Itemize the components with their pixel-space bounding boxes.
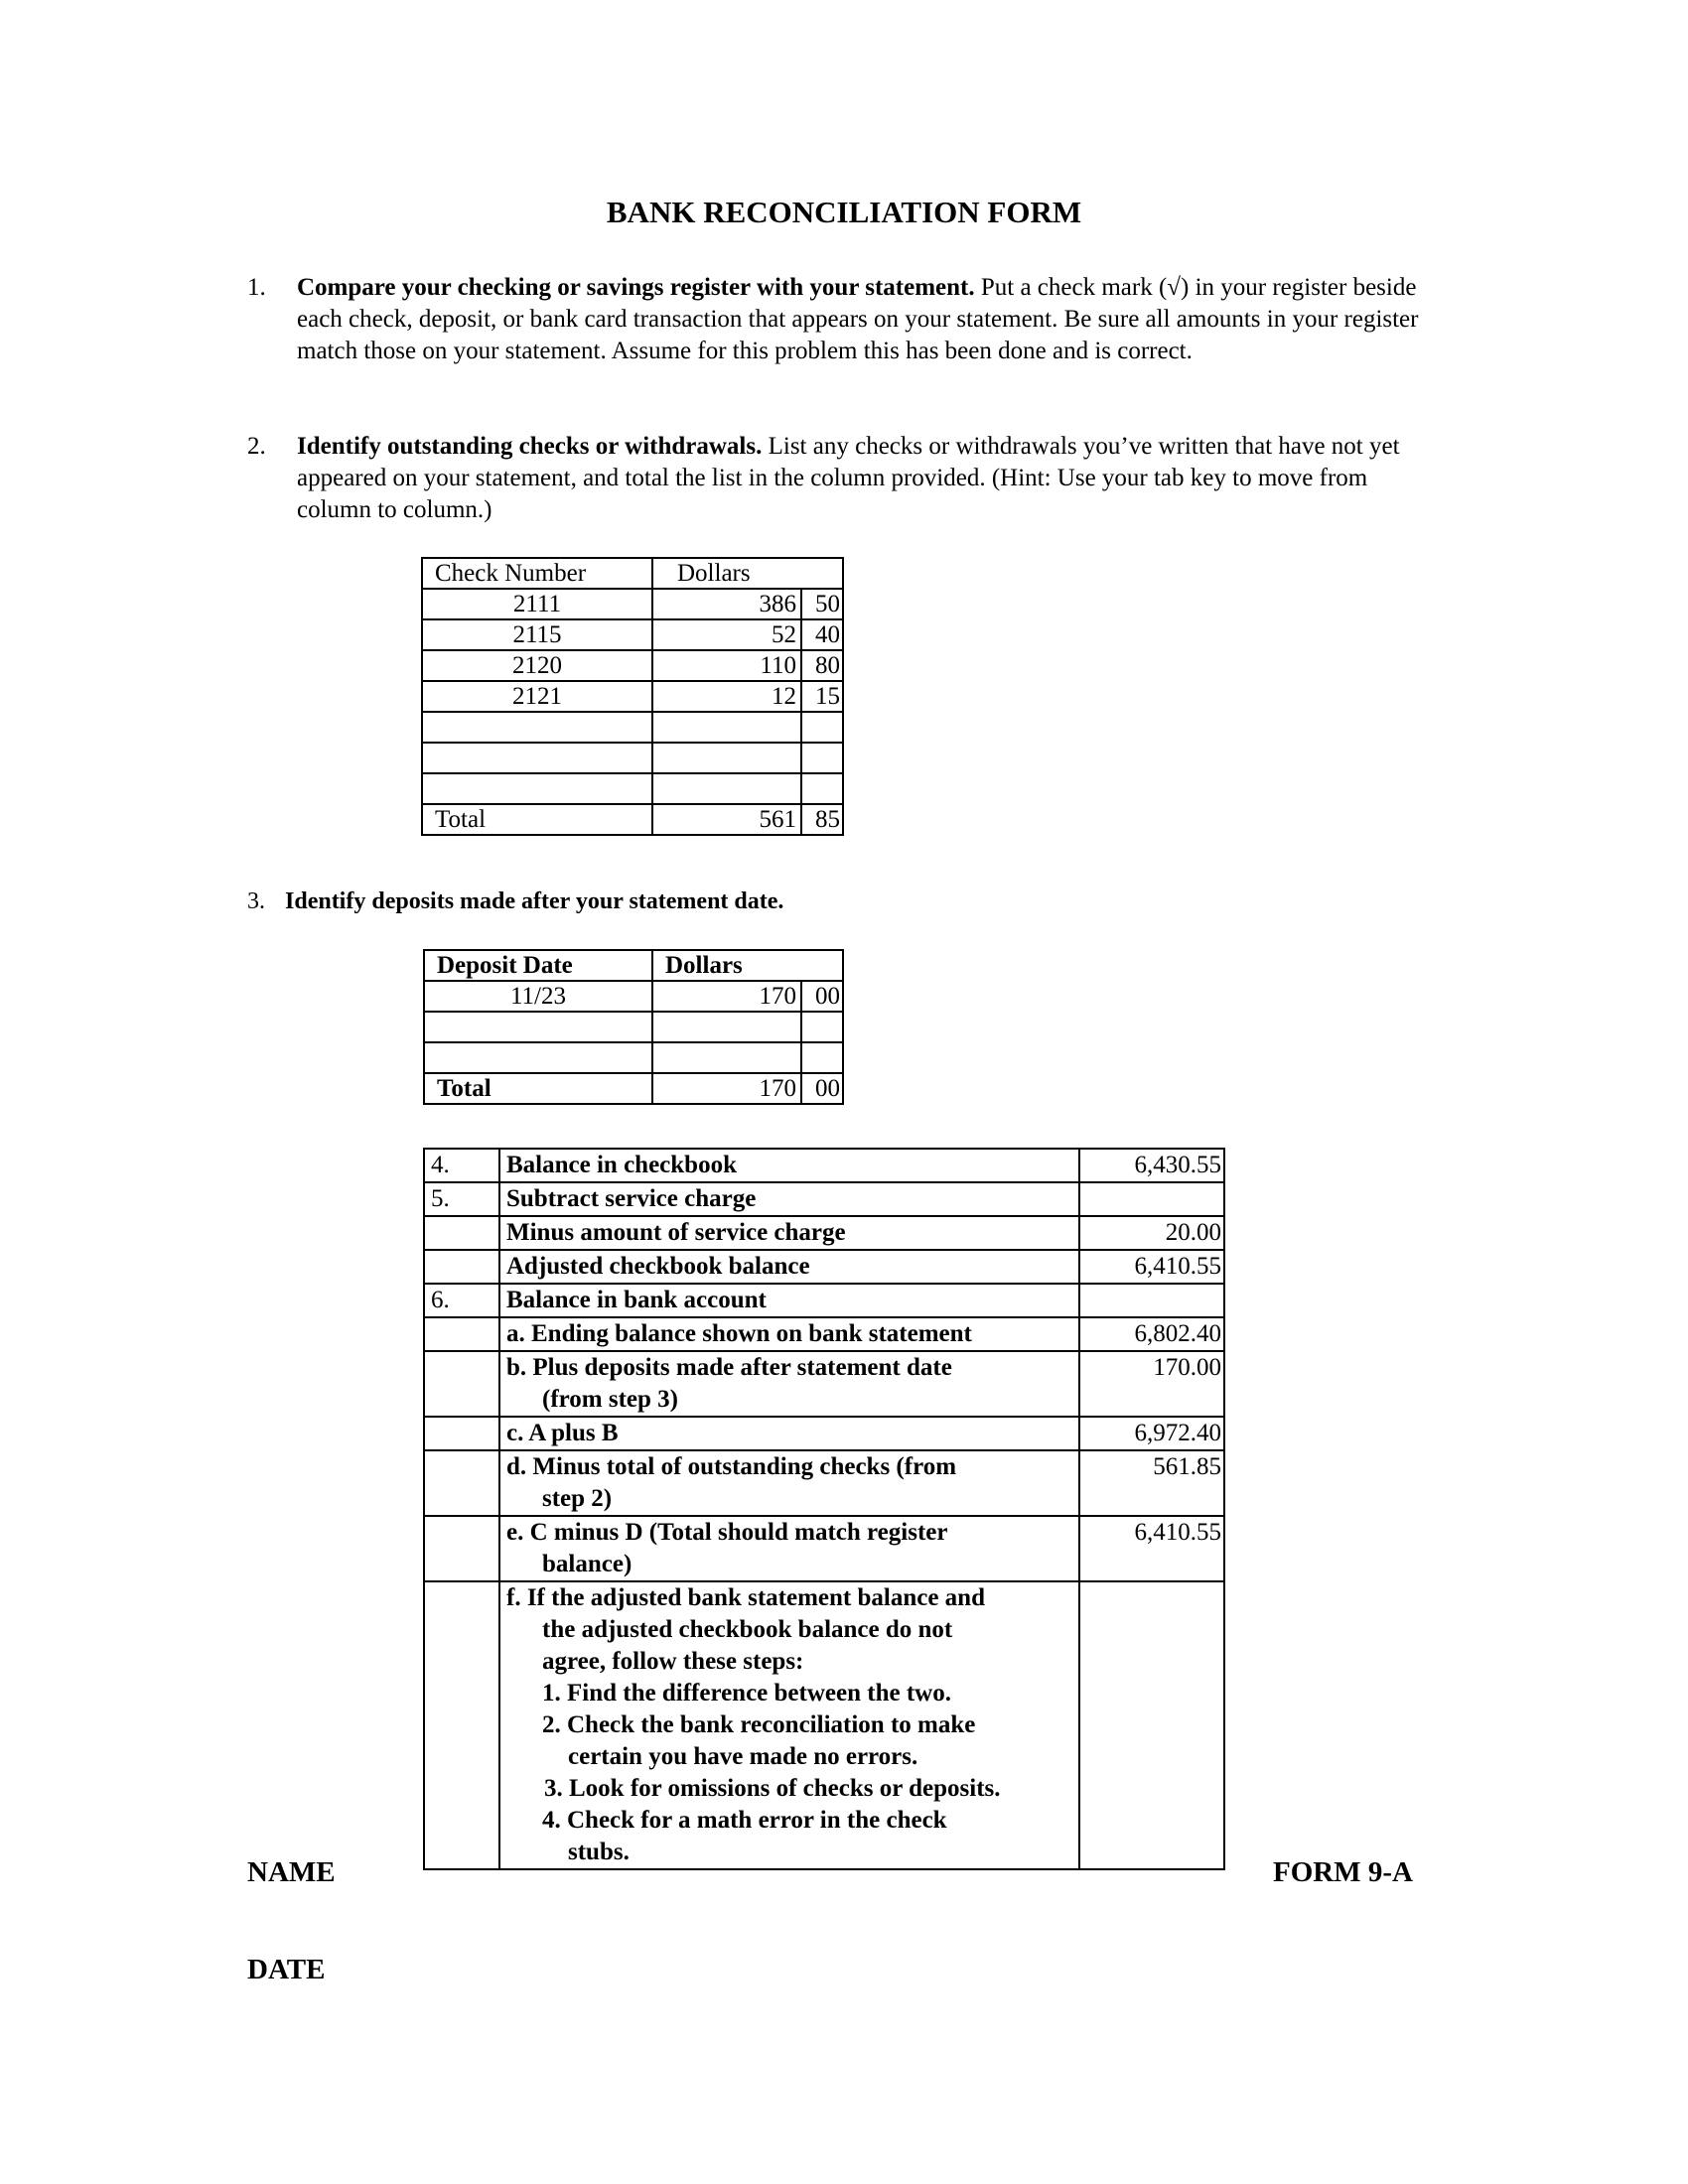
- step-1-text: [297, 272, 1439, 367]
- recon-row-6f: [424, 1581, 1224, 1869]
- instruction-line-2: the adjusted checkbook balance do not: [542, 1616, 953, 1643]
- row-value[interactable]: 20.00: [1079, 1216, 1224, 1250]
- row-value[interactable]: 561.85: [1079, 1450, 1224, 1516]
- step-1-heading: Compare your checking or savings register with your statement.: [297, 274, 975, 301]
- row-label-line-2: step 2): [542, 1485, 613, 1512]
- recon-row-6a: [424, 1317, 1224, 1351]
- instruction-step-2: 2. Check the bank reconciliation to make: [542, 1711, 976, 1738]
- total-row: [424, 1073, 843, 1104]
- row-label: Minus amount of service charge: [499, 1216, 1079, 1250]
- row-number: 6.: [424, 1284, 499, 1317]
- cents-cell[interactable]: 00: [801, 981, 843, 1012]
- row-value[interactable]: 6,410.55: [1079, 1250, 1224, 1284]
- dollars-cell[interactable]: 110: [652, 650, 801, 681]
- deposit-date-cell[interactable]: [424, 1012, 652, 1042]
- row-label: c. A plus B: [499, 1417, 1079, 1450]
- step-2-body: List any checks or withdrawals you’ve written that have not yet appeared on your statement, and total the list in the column provided. (Hint: Use your tab key to move from column to column.): [297, 433, 1400, 523]
- recon-row-adjusted-checkbook: [424, 1250, 1224, 1284]
- step-2-number: 2.: [247, 433, 266, 460]
- table-row: [424, 1012, 843, 1042]
- row-number-empty: [424, 1351, 499, 1417]
- step-1-number: 1.: [247, 274, 266, 301]
- recon-row-4: [424, 1149, 1224, 1182]
- column-header-deposit-date: Deposit Date: [424, 950, 652, 981]
- cents-cell[interactable]: 80: [801, 650, 843, 681]
- check-number-cell[interactable]: [422, 712, 652, 743]
- name-label: NAME: [247, 1856, 336, 1888]
- step-3-text: [285, 886, 1427, 917]
- instruction-step-4: 4. Check for a math error in the check: [542, 1807, 947, 1834]
- recon-row-service-charge: [424, 1216, 1224, 1250]
- cents-cell[interactable]: 15: [801, 681, 843, 712]
- table-header-row: [424, 950, 843, 981]
- table-row: [422, 743, 843, 773]
- reconciliation-table: [423, 1148, 1225, 1870]
- row-label-line-1: d. Minus total of outstanding checks (from: [506, 1453, 957, 1480]
- dollars-cell[interactable]: 12: [652, 681, 801, 712]
- row-value[interactable]: 6,430.55: [1079, 1149, 1224, 1182]
- column-header-dollars: Dollars: [652, 558, 843, 589]
- instruction-step-1: 1. Find the difference between the two.: [542, 1680, 951, 1706]
- row-value[interactable]: 6,410.55: [1079, 1516, 1224, 1581]
- step-1: [247, 272, 1488, 401]
- cents-cell[interactable]: [801, 773, 843, 804]
- row-number: 5.: [424, 1182, 499, 1216]
- total-label: Total: [422, 804, 652, 835]
- total-label: Total: [424, 1073, 652, 1104]
- recon-row-6d: [424, 1450, 1224, 1516]
- row-label-line-1: b. Plus deposits made after statement date: [506, 1354, 952, 1381]
- dollars-cell[interactable]: [652, 773, 801, 804]
- row-number-empty: [424, 1417, 499, 1450]
- row-value[interactable]: [1079, 1581, 1224, 1869]
- table-header-row: [422, 558, 843, 589]
- step-2: [247, 431, 1488, 530]
- total-dollars[interactable]: 561: [652, 804, 801, 835]
- recon-row-5: [424, 1182, 1224, 1216]
- total-dollars[interactable]: 170: [652, 1073, 801, 1104]
- cents-cell[interactable]: [801, 712, 843, 743]
- table-row: [422, 681, 843, 712]
- row-value[interactable]: [1079, 1182, 1224, 1216]
- dollars-cell[interactable]: [652, 712, 801, 743]
- dollars-cell[interactable]: 52: [652, 619, 801, 650]
- table-row: [422, 619, 843, 650]
- row-number: 4.: [424, 1149, 499, 1182]
- deposit-date-cell[interactable]: 11/23: [424, 981, 652, 1012]
- row-value[interactable]: [1079, 1284, 1224, 1317]
- check-number-cell[interactable]: 2111: [422, 589, 652, 619]
- row-value[interactable]: 170.00: [1079, 1351, 1224, 1417]
- row-label: [499, 1450, 1079, 1516]
- cents-cell[interactable]: [801, 1042, 843, 1073]
- row-label: a. Ending balance shown on bank statement: [499, 1317, 1079, 1351]
- row-number-empty: [424, 1516, 499, 1581]
- column-header-check-number: Check Number: [422, 558, 652, 589]
- row-label-line-2: (from step 3): [542, 1386, 678, 1413]
- step-2-text: [297, 431, 1439, 526]
- cents-cell[interactable]: 40: [801, 619, 843, 650]
- cents-cell[interactable]: [801, 1012, 843, 1042]
- row-label: [499, 1351, 1079, 1417]
- dollars-cell[interactable]: 170: [652, 981, 801, 1012]
- step-3-heading: Identify deposits made after your statement date.: [285, 888, 784, 914]
- step-3: [247, 886, 1439, 919]
- row-label-line-2: balance): [542, 1551, 633, 1577]
- instruction-step-2-cont: certain you have made no errors.: [568, 1743, 918, 1770]
- row-label: Balance in bank account: [499, 1284, 1079, 1317]
- check-number-cell[interactable]: 2121: [422, 681, 652, 712]
- date-label: DATE: [247, 1954, 326, 1985]
- total-row: [422, 804, 843, 835]
- dollars-cell[interactable]: 386: [652, 589, 801, 619]
- row-label: [499, 1581, 1079, 1869]
- cents-cell[interactable]: [801, 743, 843, 773]
- page-title: BANK RECONCILIATION FORM: [606, 195, 1082, 229]
- check-number-cell[interactable]: [422, 743, 652, 773]
- check-number-cell[interactable]: 2115: [422, 619, 652, 650]
- row-label: Adjusted checkbook balance: [499, 1250, 1079, 1284]
- row-value[interactable]: 6,972.40: [1079, 1417, 1224, 1450]
- row-number-empty: [424, 1317, 499, 1351]
- recon-row-6c: [424, 1417, 1224, 1450]
- step-1-body: Put a check mark (√) in your register beside each check, deposit, or bank card transaction that appears on your statement. Be sure all amounts in your register match those on your statement. Assume for this problem this has been done and is correct.: [297, 274, 1419, 364]
- recon-row-6e: [424, 1516, 1224, 1581]
- instruction-step-3: 3. Look for omissions of checks or deposits.: [544, 1775, 1001, 1802]
- instruction-step-4-cont: stubs.: [568, 1839, 630, 1865]
- table-row: [424, 981, 843, 1012]
- table-row: [422, 589, 843, 619]
- column-header-dollars: Dollars: [652, 950, 843, 981]
- cents-cell[interactable]: 50: [801, 589, 843, 619]
- row-label: [499, 1516, 1079, 1581]
- row-number-empty: [424, 1250, 499, 1284]
- recon-row-6b: [424, 1351, 1224, 1417]
- dollars-cell[interactable]: [652, 1042, 801, 1073]
- step-2-heading: Identify outstanding checks or withdrawals.: [297, 433, 763, 460]
- row-label-line-1: e. C minus D (Total should match register: [506, 1519, 948, 1546]
- deposits-table: [423, 949, 844, 1105]
- instruction-line-3: agree, follow these steps:: [542, 1648, 804, 1675]
- table-row: [422, 773, 843, 804]
- table-row: [422, 650, 843, 681]
- table-row: [422, 712, 843, 743]
- instruction-line-1: f. If the adjusted bank statement balance and: [506, 1584, 985, 1611]
- check-number-cell[interactable]: 2120: [422, 650, 652, 681]
- total-cents[interactable]: 00: [801, 1073, 843, 1104]
- row-value[interactable]: 6,802.40: [1079, 1317, 1224, 1351]
- row-number-empty: [424, 1450, 499, 1516]
- row-label: Subtract service charge: [499, 1182, 1079, 1216]
- recon-row-6: [424, 1284, 1224, 1317]
- total-cents[interactable]: 85: [801, 804, 843, 835]
- row-number-empty: [424, 1581, 499, 1869]
- table-row: [424, 1042, 843, 1073]
- row-number-empty: [424, 1216, 499, 1250]
- check-number-cell[interactable]: [422, 773, 652, 804]
- dollars-cell[interactable]: [652, 1012, 801, 1042]
- deposit-date-cell[interactable]: [424, 1042, 652, 1073]
- form-number: FORM 9-A: [1273, 1856, 1413, 1888]
- step-3-number: 3.: [247, 888, 265, 914]
- outstanding-checks-table: [421, 557, 844, 836]
- row-label: Balance in checkbook: [499, 1149, 1079, 1182]
- dollars-cell[interactable]: [652, 743, 801, 773]
